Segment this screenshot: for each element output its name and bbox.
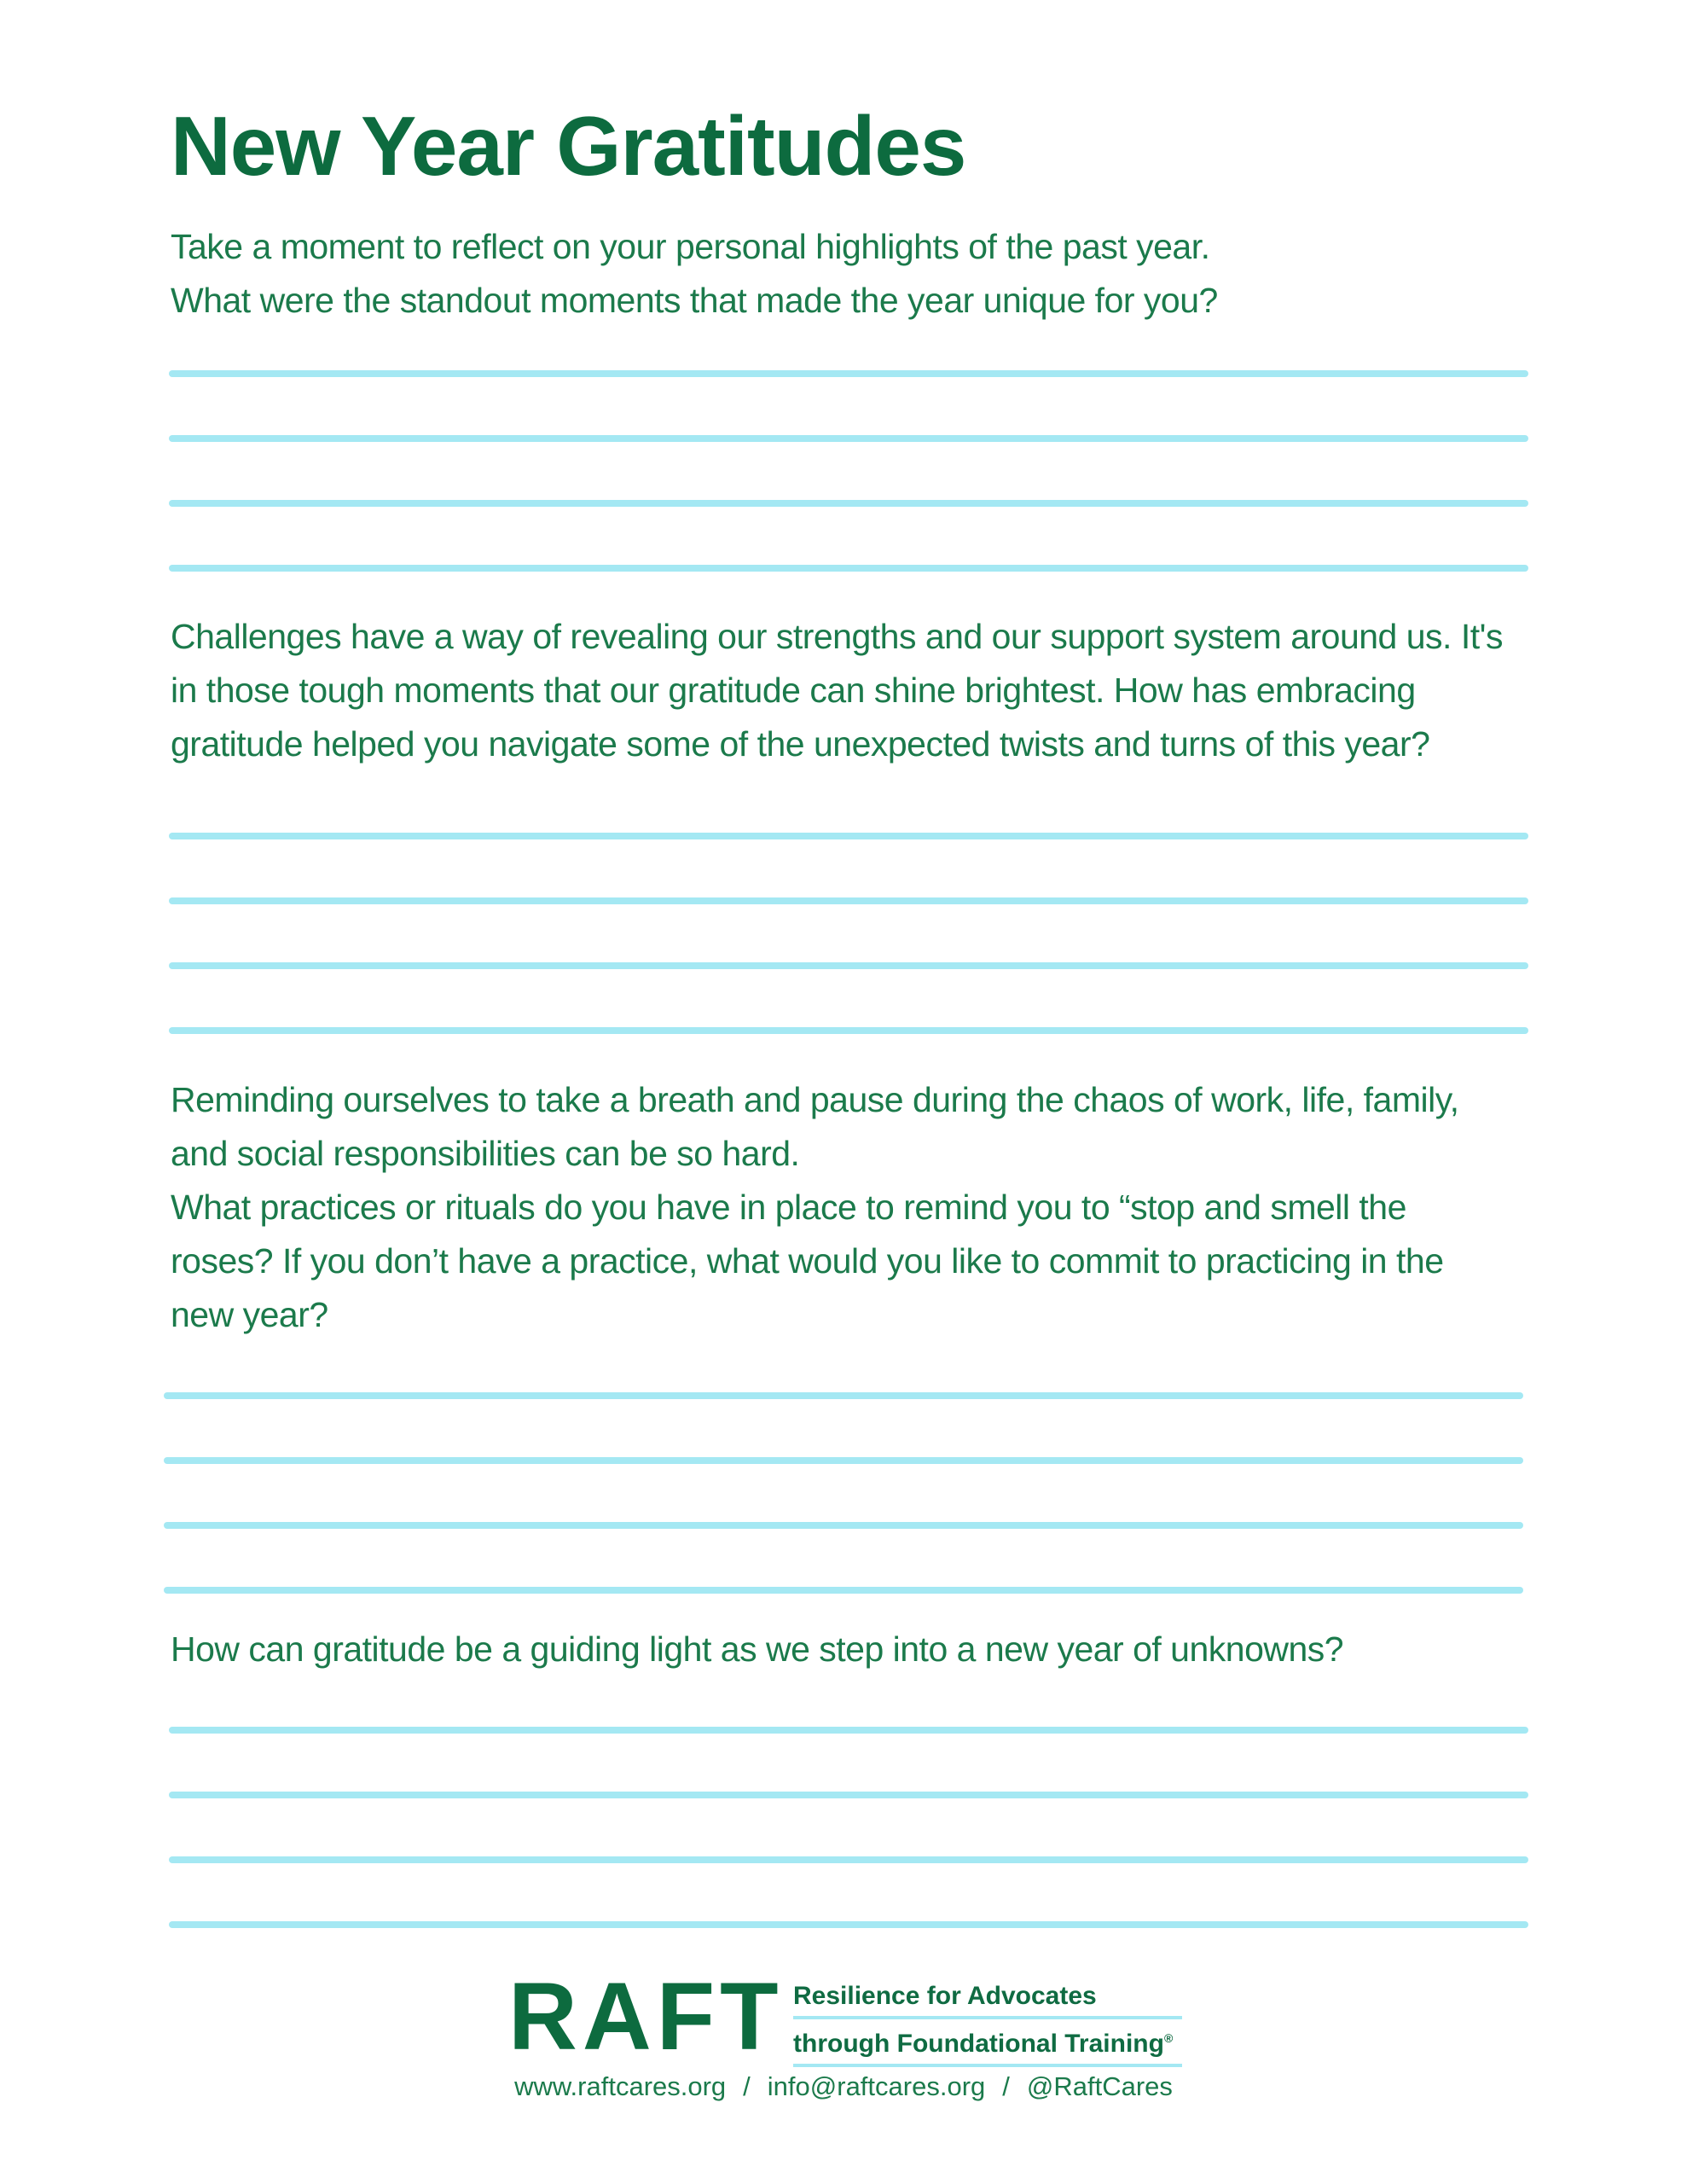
prompt-line: Challenges have a way of revealing our strengths and our support system around us. It's [171, 617, 1503, 656]
writing-line[interactable] [169, 1792, 1528, 1798]
writing-line[interactable] [169, 500, 1528, 507]
tagline-line [793, 2019, 1182, 2067]
prompt-line: and social responsibilities can be so hard. [171, 1134, 800, 1173]
prompt-line: How can gratitude be a guiding light as we step into a new year of unknowns? [171, 1629, 1344, 1669]
prompt-line: new year? [171, 1295, 328, 1334]
writing-line[interactable] [169, 962, 1528, 969]
prompt-line: What practices or rituals do you have in place to remind you to “stop and smell the [171, 1188, 1406, 1227]
tagline-text: through Foundational Training [793, 2030, 1164, 2058]
prompt-highlights [171, 220, 1552, 328]
website-link[interactable]: www.raftcares.org [514, 2071, 727, 2101]
prompt-line: Take a moment to reflect on your personal highlights of the past year. [171, 227, 1210, 266]
writing-line[interactable] [169, 1027, 1528, 1034]
writing-line[interactable] [169, 565, 1528, 572]
brand-tagline [793, 1978, 1182, 2067]
prompt-line: What were the standout moments that made the year unique for you? [171, 281, 1218, 320]
writing-line[interactable] [164, 1457, 1523, 1464]
writing-line[interactable] [169, 1921, 1528, 1928]
registered-mark: ® [1163, 2031, 1174, 2045]
writing-line[interactable] [164, 1522, 1523, 1529]
prompt-challenges [171, 610, 1552, 771]
writing-line[interactable] [169, 1856, 1528, 1863]
footer-contacts [0, 2071, 1687, 2102]
prompt-line: in those tough moments that our gratitude can shine brightest. How has embracing [171, 671, 1416, 710]
tagline-line: Resilience for Advocates [793, 1978, 1182, 2019]
writing-line[interactable] [164, 1392, 1523, 1399]
writing-line[interactable] [169, 435, 1528, 442]
footer-separator: / [1002, 2071, 1010, 2101]
writing-line[interactable] [169, 370, 1528, 377]
writing-line[interactable] [164, 1587, 1523, 1594]
prompt-guiding-light [171, 1623, 1552, 1676]
page-title: New Year Gratitudes [171, 99, 966, 193]
writing-line[interactable] [169, 833, 1528, 839]
writing-line[interactable] [169, 1727, 1528, 1734]
social-handle[interactable]: @RaftCares [1026, 2071, 1173, 2101]
prompt-line: gratitude helped you navigate some of the unexpected twists and turns of this year? [171, 724, 1430, 764]
writing-line[interactable] [169, 897, 1528, 904]
prompt-line: roses? If you don’t have a practice, what would you like to commit to practicing in the [171, 1241, 1444, 1281]
email-link[interactable]: info@raftcares.org [767, 2071, 986, 2101]
footer-separator: / [743, 2071, 751, 2101]
prompt-practices [171, 1073, 1552, 1342]
raft-logo: RAFT [508, 1963, 784, 2070]
prompt-line: Reminding ourselves to take a breath and pause during the chaos of work, life, family, [171, 1080, 1459, 1119]
